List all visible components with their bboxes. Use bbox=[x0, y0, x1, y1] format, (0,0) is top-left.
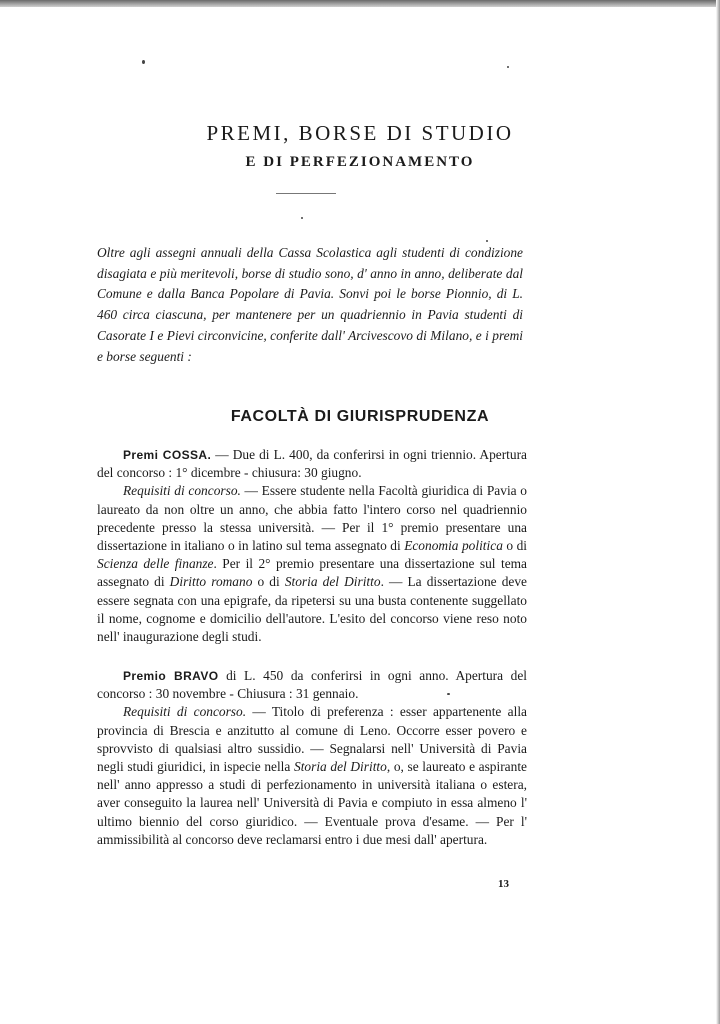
prize-bravo-label: Premio BRAVO bbox=[123, 669, 219, 683]
scan-speck bbox=[301, 217, 303, 219]
prize-bravo-requirements-text: — Titolo di preferenza : esser appartenente alla provincia di Brescia e anzitutto al comune di Leno. Occorre esser povero e sprovvisto di qualsiasi altro sussidio. — Segnalarsi nell' Università di Pavia negli studi giuridici, in ispecie nella bbox=[97, 704, 527, 775]
connector-text: o di bbox=[252, 574, 285, 590]
intro-paragraph: Oltre agli assegni annuali della Cassa Scolastica agli studenti di condizione disagiata e più meritevoli, borse di studio sono, d' anno in anno, deliberate dal Comune e dalla Banca Popolare di Pavia. Sonvi poi le borse Pionnio, di L. 460 circa ciascuna, per mantenere per un quadriennio in Pavia studenti di Casorate I e Pievi circonvicine, conferite dall' Arcivescovo di Milano, e i premi e borse seguenti : bbox=[97, 245, 523, 364]
title-rule bbox=[276, 193, 336, 194]
scan-speck bbox=[486, 240, 488, 242]
section-title: FACOLTÀ DI GIURISPRUDENZA bbox=[230, 408, 490, 425]
page-title: PREMI, BORSE DI STUDIO bbox=[206, 121, 514, 145]
page-number: 13 bbox=[498, 878, 509, 890]
prize-cossa-block bbox=[97, 446, 527, 646]
prize-cossa-label: Premi COSSA. bbox=[123, 448, 212, 462]
topic-storia-diritto: Storia del Diritto bbox=[284, 574, 381, 590]
page-subtitle: E DI PERFEZIONAMENTO bbox=[245, 154, 475, 170]
prize-bravo-requirements-label: Requisiti di concorso. bbox=[123, 704, 247, 720]
prize-cossa-requirements-label: Requisiti di concorso. bbox=[123, 483, 241, 499]
topic-economia-politica: Economia politica bbox=[404, 538, 503, 554]
prize-cossa-requirements-text: — Essere studente nella Facoltà giuridica di Pavia o laureato da non oltre un anno, che abbia fatto l'intero corso nel quadriennio precedente presso la stessa università. — Per il 1° premio presentare una dissertazione in italiano o in latino sul tema assegnato di bbox=[97, 483, 527, 554]
topic-scienza-finanze: Scienza delle finanze bbox=[97, 556, 214, 572]
prize-bravo-closing-text: , o, se laureato e aspirante nell' anno appresso a studi di perfezionamento in università italiana o estera, aver conseguito la laurea nell' Università di Pavia e compiuto in essa almeno l' ultimo biennio del corso giuridico. — Eventuale prova d'esame. — Per l' ammissibilità al concorso deve reclamarsi entro i due mesi dall' apertura. bbox=[97, 759, 527, 847]
prize-cossa-second-text: . Per il 2° premio presentare una dissertazione sul tema assegnato di bbox=[97, 556, 527, 590]
topic-storia-diritto: Storia del Diritto bbox=[294, 759, 387, 775]
scan-top-edge bbox=[0, 0, 720, 7]
connector-text: o di bbox=[502, 538, 527, 554]
prize-bravo-text: di L. 450 da conferirsi in ogni anno. Apertura del concorso : 30 novembre - Chiusura : 31 gennaio. bbox=[97, 668, 528, 702]
scan-speck bbox=[507, 66, 509, 68]
topic-diritto-romano: Diritto romano bbox=[169, 574, 253, 590]
prize-bravo-block bbox=[97, 667, 527, 849]
prize-cossa-closing-text: . — La dissertazione deve essere segnata con una epigrafe, da ripetersi su una busta contenente suggellato il nome, cognome e domicilio dell'autore. L'esito del concorso viene reso noto nell' inaugurazione degli studi. bbox=[97, 574, 527, 645]
prize-cossa-text: — Due di L. 400, da conferirsi in ogni triennio. Apertura del concorso : 1° dicembre - chiusura: 30 giugno. bbox=[97, 447, 527, 481]
scan-speck bbox=[142, 60, 145, 64]
